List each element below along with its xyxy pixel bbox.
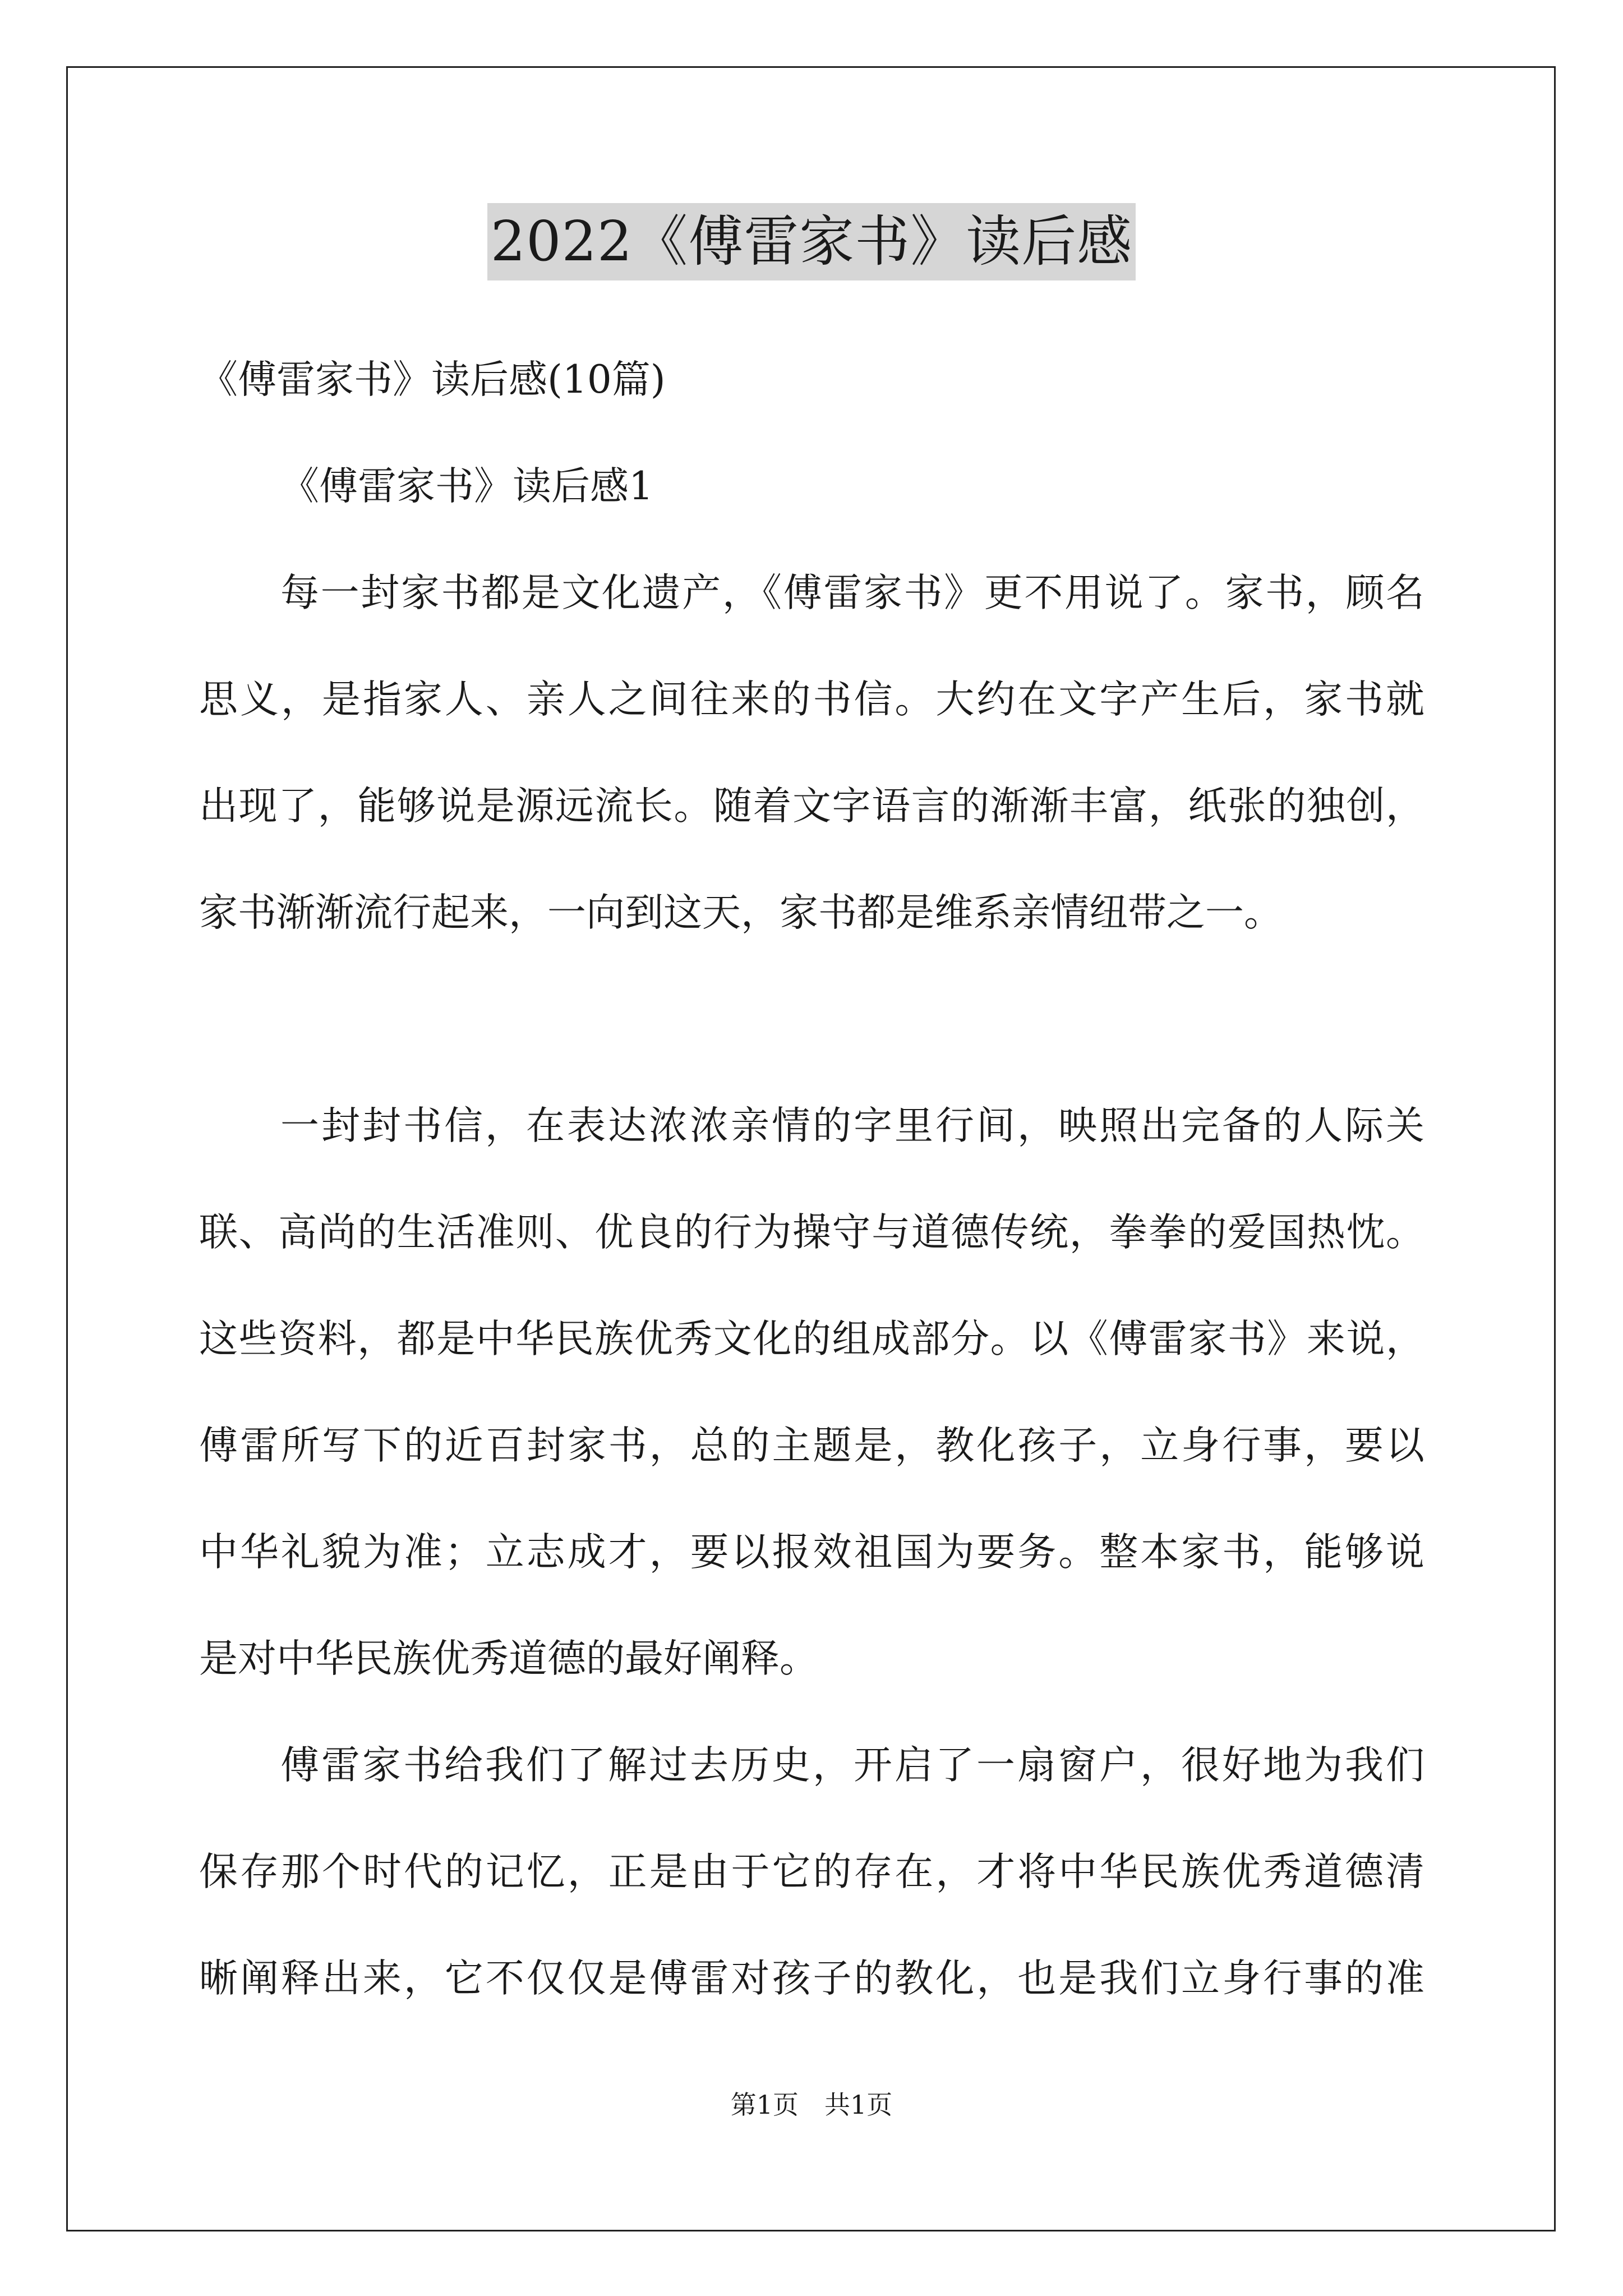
paragraph-line: 联、高尚的生活准则、优良的行为操守与道德传统，拳拳的爱国热忱。 [199, 1210, 1424, 1255]
paragraph-line: 傅雷所写下的近百封家书，总的主题是，教化孩子，立身行事，要以 [199, 1423, 1424, 1468]
paragraph-line: 这些资料，都是中华民族优秀文化的组成部分。以《傅雷家书》来说， [199, 1317, 1424, 1361]
paragraph-line: 思义，是指家人、亲人之间往来的书信。大约在文字产生后，家书就 [199, 677, 1424, 722]
paragraph-line: 晰阐释出来，它不仅仅是傅雷对孩子的教化，也是我们立身行事的准 [199, 1956, 1424, 2001]
paragraph-line: 一封封书信，在表达浓浓亲情的字里行间，映照出完备的人际关 [280, 1103, 1424, 1148]
paragraph-line: 家书渐渐流行起来，一向到这天，家书都是维系亲情纽带之一。 [199, 890, 1283, 935]
page-footer [0, 2088, 1623, 2122]
paragraph-line: 是对中华民族优秀道德的最好阐释。 [199, 1636, 818, 1681]
paragraph-line: 中华礼貌为准；立志成才，要以报效祖国为要务。整本家书，能够说 [199, 1530, 1424, 1575]
paragraph-line: 每一封家书都是文化遗产，《傅雷家书》更不用说了。家书，顾名 [280, 570, 1424, 615]
paragraph-line: 保存那个时代的记忆，正是由于它的存在，才将中华民族优秀道德清 [199, 1849, 1424, 1894]
document-title: 2022《傅雷家书》读后感 [487, 203, 1136, 280]
section-heading: 《傅雷家书》读后感1 [280, 464, 653, 509]
page-number: 第1页 [730, 2090, 799, 2120]
paragraph-line: 出现了，能够说是源远流长。随着文字语言的渐渐丰富，纸张的独创， [199, 784, 1424, 829]
title-container [0, 203, 1623, 280]
page-total: 共1页 [824, 2090, 893, 2120]
paragraph-line: 傅雷家书给我们了解过去历史，开启了一扇窗户，很好地为我们 [280, 1743, 1424, 1788]
document-subtitle: 《傅雷家书》读后感(10篇) [199, 357, 666, 402]
